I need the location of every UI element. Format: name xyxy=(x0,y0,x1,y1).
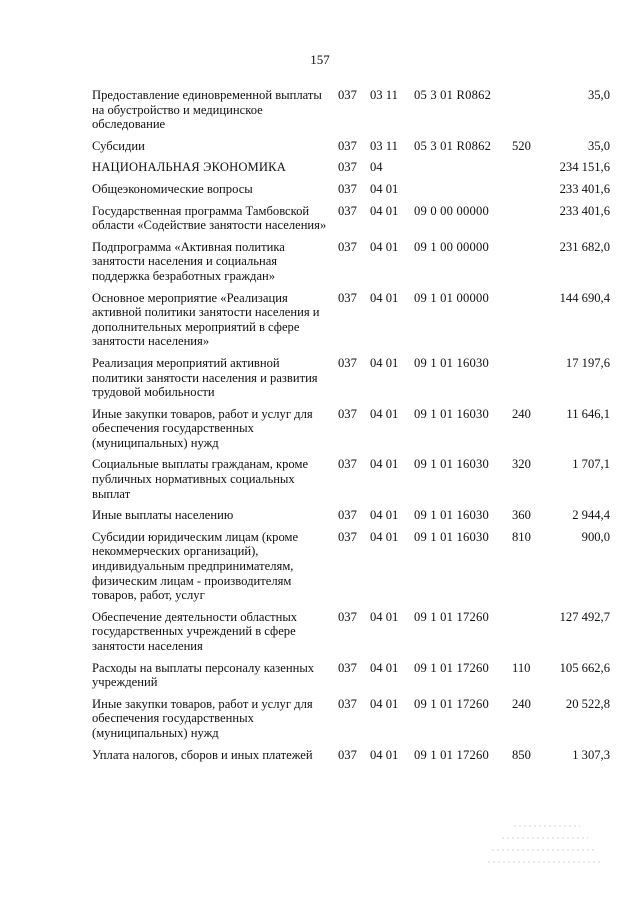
table-row xyxy=(92,160,610,182)
table-row xyxy=(92,610,610,661)
row-csr: 09 1 01 17260 xyxy=(414,747,490,762)
faint-stamp-mark xyxy=(484,818,604,870)
row-ved: 037 xyxy=(338,747,357,762)
row-vr xyxy=(512,291,544,356)
row-name: Общеэкономические вопросы xyxy=(92,181,253,196)
row-vr xyxy=(512,610,544,661)
row-ved: 037 xyxy=(338,696,357,711)
row-csr: 09 1 01 17260 xyxy=(414,660,490,675)
row-csr: 09 1 01 16030 xyxy=(414,529,490,544)
row-rz: 04 01 xyxy=(370,660,399,675)
row-rz: 03 11 xyxy=(370,138,398,153)
row-sum: 17 197,6 xyxy=(565,355,610,370)
row-name: Социальные выплаты гражданам, кроме публичных нормативных социальных выплат xyxy=(92,457,309,501)
row-rz: 04 01 xyxy=(370,203,399,218)
row-ved: 037 xyxy=(338,457,357,472)
row-csr xyxy=(406,182,512,204)
row-name: Государственная программа Тамбовской области «Содействие занятости населения» xyxy=(92,203,327,233)
row-vr xyxy=(512,160,544,182)
row-vr: 520 xyxy=(512,138,531,153)
row-sum: 11 646,1 xyxy=(566,406,610,421)
row-ved: 037 xyxy=(338,609,357,624)
row-rz: 04 xyxy=(370,160,383,175)
row-vr: 360 xyxy=(512,508,531,523)
row-rz: 04 01 xyxy=(370,529,399,544)
row-vr xyxy=(512,204,544,240)
table-row xyxy=(92,88,610,139)
table-row xyxy=(92,508,610,530)
row-vr xyxy=(512,240,544,291)
row-rz: 04 01 xyxy=(370,290,399,305)
row-csr: 09 1 01 16030 xyxy=(414,355,490,370)
row-sum: 2 944,4 xyxy=(572,508,610,523)
row-sum: 1 307,3 xyxy=(572,747,610,762)
row-name: Подпрограмма «Активная политика занятости населения и социальная поддержка безработных граждан» xyxy=(92,239,285,283)
budget-table-body xyxy=(92,88,610,769)
row-sum: 144 690,4 xyxy=(559,290,610,305)
row-sum: 900,0 xyxy=(581,529,610,544)
row-vr: 320 xyxy=(512,457,531,472)
row-vr: 240 xyxy=(512,406,531,421)
row-name: НАЦИОНАЛЬНАЯ ЭКОНОМИКА xyxy=(92,160,286,175)
row-vr xyxy=(512,356,544,407)
row-name: Основное мероприятие «Реализация активной политики занятости населения и дополнительных мероприятий в сфере занятости населения» xyxy=(92,290,320,349)
row-vr xyxy=(512,182,544,204)
table-row xyxy=(92,457,610,508)
row-sum: 127 492,7 xyxy=(559,609,610,624)
row-vr: 810 xyxy=(512,529,531,544)
row-rz: 04 01 xyxy=(370,747,399,762)
row-ved: 037 xyxy=(338,290,357,305)
table-row xyxy=(92,182,610,204)
budget-table xyxy=(92,88,610,769)
row-ved: 037 xyxy=(338,660,357,675)
row-name: Предоставление единовременной выплаты на обустройство и медицинское обследование xyxy=(92,88,322,132)
row-vr: 110 xyxy=(512,660,531,675)
row-sum: 1 707,1 xyxy=(572,457,610,472)
row-csr: 09 1 01 17260 xyxy=(414,609,490,624)
row-csr: 09 1 01 16030 xyxy=(414,457,490,472)
table-row xyxy=(92,697,610,748)
row-name: Иные закупки товаров, работ и услуг для обеспечения государственных (муниципальных) нужд xyxy=(92,406,313,450)
table-row xyxy=(92,530,610,610)
row-ved: 037 xyxy=(338,406,357,421)
row-vr: 850 xyxy=(512,747,531,762)
row-csr: 05 3 01 R0862 xyxy=(414,88,492,102)
row-name: Уплата налогов, сборов и иных платежей xyxy=(92,747,313,762)
table-row xyxy=(92,407,610,458)
row-sum: 35,0 xyxy=(587,88,610,102)
row-rz: 04 01 xyxy=(370,696,399,711)
row-rz: 04 01 xyxy=(370,406,399,421)
row-rz: 03 11 xyxy=(370,88,398,102)
row-name: Иные выплаты населению xyxy=(92,508,234,523)
row-sum: 233 401,6 xyxy=(559,181,610,196)
row-sum: 233 401,6 xyxy=(559,203,610,218)
row-sum: 231 682,0 xyxy=(559,239,610,254)
table-row xyxy=(92,661,610,697)
table-row xyxy=(92,291,610,356)
row-csr: 09 0 00 00000 xyxy=(414,203,490,218)
row-vr: 240 xyxy=(512,696,531,711)
row-csr: 09 1 01 17260 xyxy=(414,696,490,711)
row-ved: 037 xyxy=(338,508,357,523)
row-rz: 04 01 xyxy=(370,457,399,472)
row-name: Реализация мероприятий активной политики занятости населения и развития трудовой мобильности xyxy=(92,355,318,400)
row-rz: 04 01 xyxy=(370,355,399,370)
row-name: Иные закупки товаров, работ и услуг для обеспечения государственных (муниципальных) нужд xyxy=(92,696,313,740)
row-ved: 037 xyxy=(338,181,357,196)
row-rz: 04 01 xyxy=(370,609,399,624)
row-csr: 09 1 01 16030 xyxy=(414,406,490,421)
row-name: Субсидии xyxy=(92,138,145,153)
row-vr xyxy=(512,88,544,139)
row-csr: 09 1 01 00000 xyxy=(414,290,490,305)
row-sum: 20 522,8 xyxy=(565,696,610,711)
row-sum: 35,0 xyxy=(587,138,610,153)
row-ved: 037 xyxy=(338,529,357,544)
row-sum: 234 151,6 xyxy=(559,160,610,175)
table-row xyxy=(92,139,610,161)
row-name: Расходы на выплаты персоналу казенных учреждений xyxy=(92,660,315,690)
row-sum: 105 662,6 xyxy=(559,660,610,675)
row-ved: 037 xyxy=(338,88,357,102)
row-ved: 037 xyxy=(338,203,357,218)
row-csr: 09 1 00 00000 xyxy=(414,239,490,254)
row-ved: 037 xyxy=(338,355,357,370)
table-row xyxy=(92,204,610,240)
table-row xyxy=(92,356,610,407)
table-row xyxy=(92,240,610,291)
row-csr: 05 3 01 R0862 xyxy=(414,138,492,153)
row-ved: 037 xyxy=(338,239,357,254)
row-ved: 037 xyxy=(338,138,357,153)
row-rz: 04 01 xyxy=(370,181,399,196)
row-name: Обеспечение деятельности областных государственных учреждений в сфере занятости населения xyxy=(92,609,298,653)
row-ved: 037 xyxy=(338,160,357,175)
row-rz: 04 01 xyxy=(370,239,399,254)
page-number: 157 xyxy=(310,52,330,67)
row-csr: 09 1 01 16030 xyxy=(414,508,490,523)
row-rz: 04 01 xyxy=(370,508,399,523)
row-csr xyxy=(406,160,512,182)
table-row xyxy=(92,748,610,770)
row-name: Субсидии юридическим лицам (кроме некоммерческих организаций), индивидуальным предпринимателям, физическим лицам - производителям товаров, работ, услуг xyxy=(92,529,299,603)
